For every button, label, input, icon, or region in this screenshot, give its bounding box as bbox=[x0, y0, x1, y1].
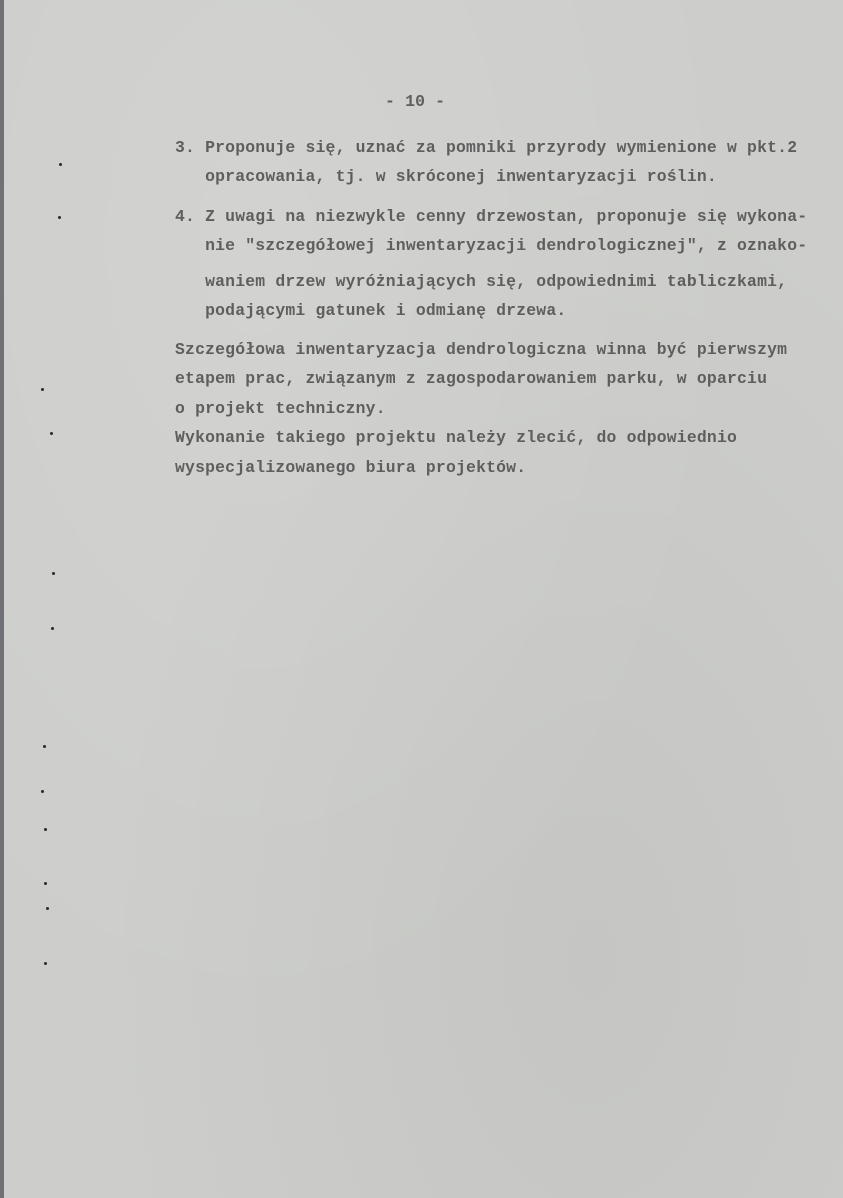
paragraph-2-line-2: wyspecjalizowanego biura projektów. bbox=[175, 458, 527, 477]
paragraph-1-line-3: o projekt techniczny. bbox=[175, 399, 386, 418]
paragraph-1-line-1: Szczegółowa inwentaryzacja dendrologiczna winna być pierwszym bbox=[175, 340, 788, 359]
paragraph-1-line-2: etapem prac, związanym z zagospodarowaniem parku, w oparciu bbox=[175, 369, 768, 388]
margin-mark bbox=[44, 828, 47, 831]
paragraph-2-line-1: Wykonanie takiego projektu należy zlecić, do odpowiednio bbox=[175, 428, 738, 447]
item-4-line-2: nie "szczegółowej inwentaryzacji dendrologicznej", z oznako- bbox=[175, 236, 808, 255]
margin-mark bbox=[46, 907, 49, 910]
page-number: - 10 - bbox=[385, 92, 446, 111]
margin-mark bbox=[59, 163, 62, 166]
margin-mark bbox=[41, 790, 44, 793]
typewritten-page bbox=[4, 0, 843, 1198]
margin-mark bbox=[51, 627, 54, 630]
item-4-line-1: 4. Z uwagi na niezwykle cenny drzewostan, proponuje się wykona- bbox=[175, 207, 808, 226]
margin-mark bbox=[44, 962, 47, 965]
item-4-line-4: podającymi gatunek i odmianę drzewa. bbox=[175, 301, 567, 320]
item-3-line-1: 3. Proponuje się, uznać za pomniki przyrody wymienione w pkt.2 bbox=[175, 138, 798, 157]
margin-mark bbox=[52, 572, 55, 575]
margin-mark bbox=[50, 432, 53, 435]
item-3-line-2: opracowania, tj. w skróconej inwentaryzacji roślin. bbox=[175, 167, 717, 186]
item-4-line-3: waniem drzew wyróżniających się, odpowiednimi tabliczkami, bbox=[175, 272, 788, 291]
margin-mark bbox=[44, 882, 47, 885]
margin-mark bbox=[43, 745, 46, 748]
margin-mark bbox=[41, 388, 44, 391]
margin-mark bbox=[58, 216, 61, 219]
